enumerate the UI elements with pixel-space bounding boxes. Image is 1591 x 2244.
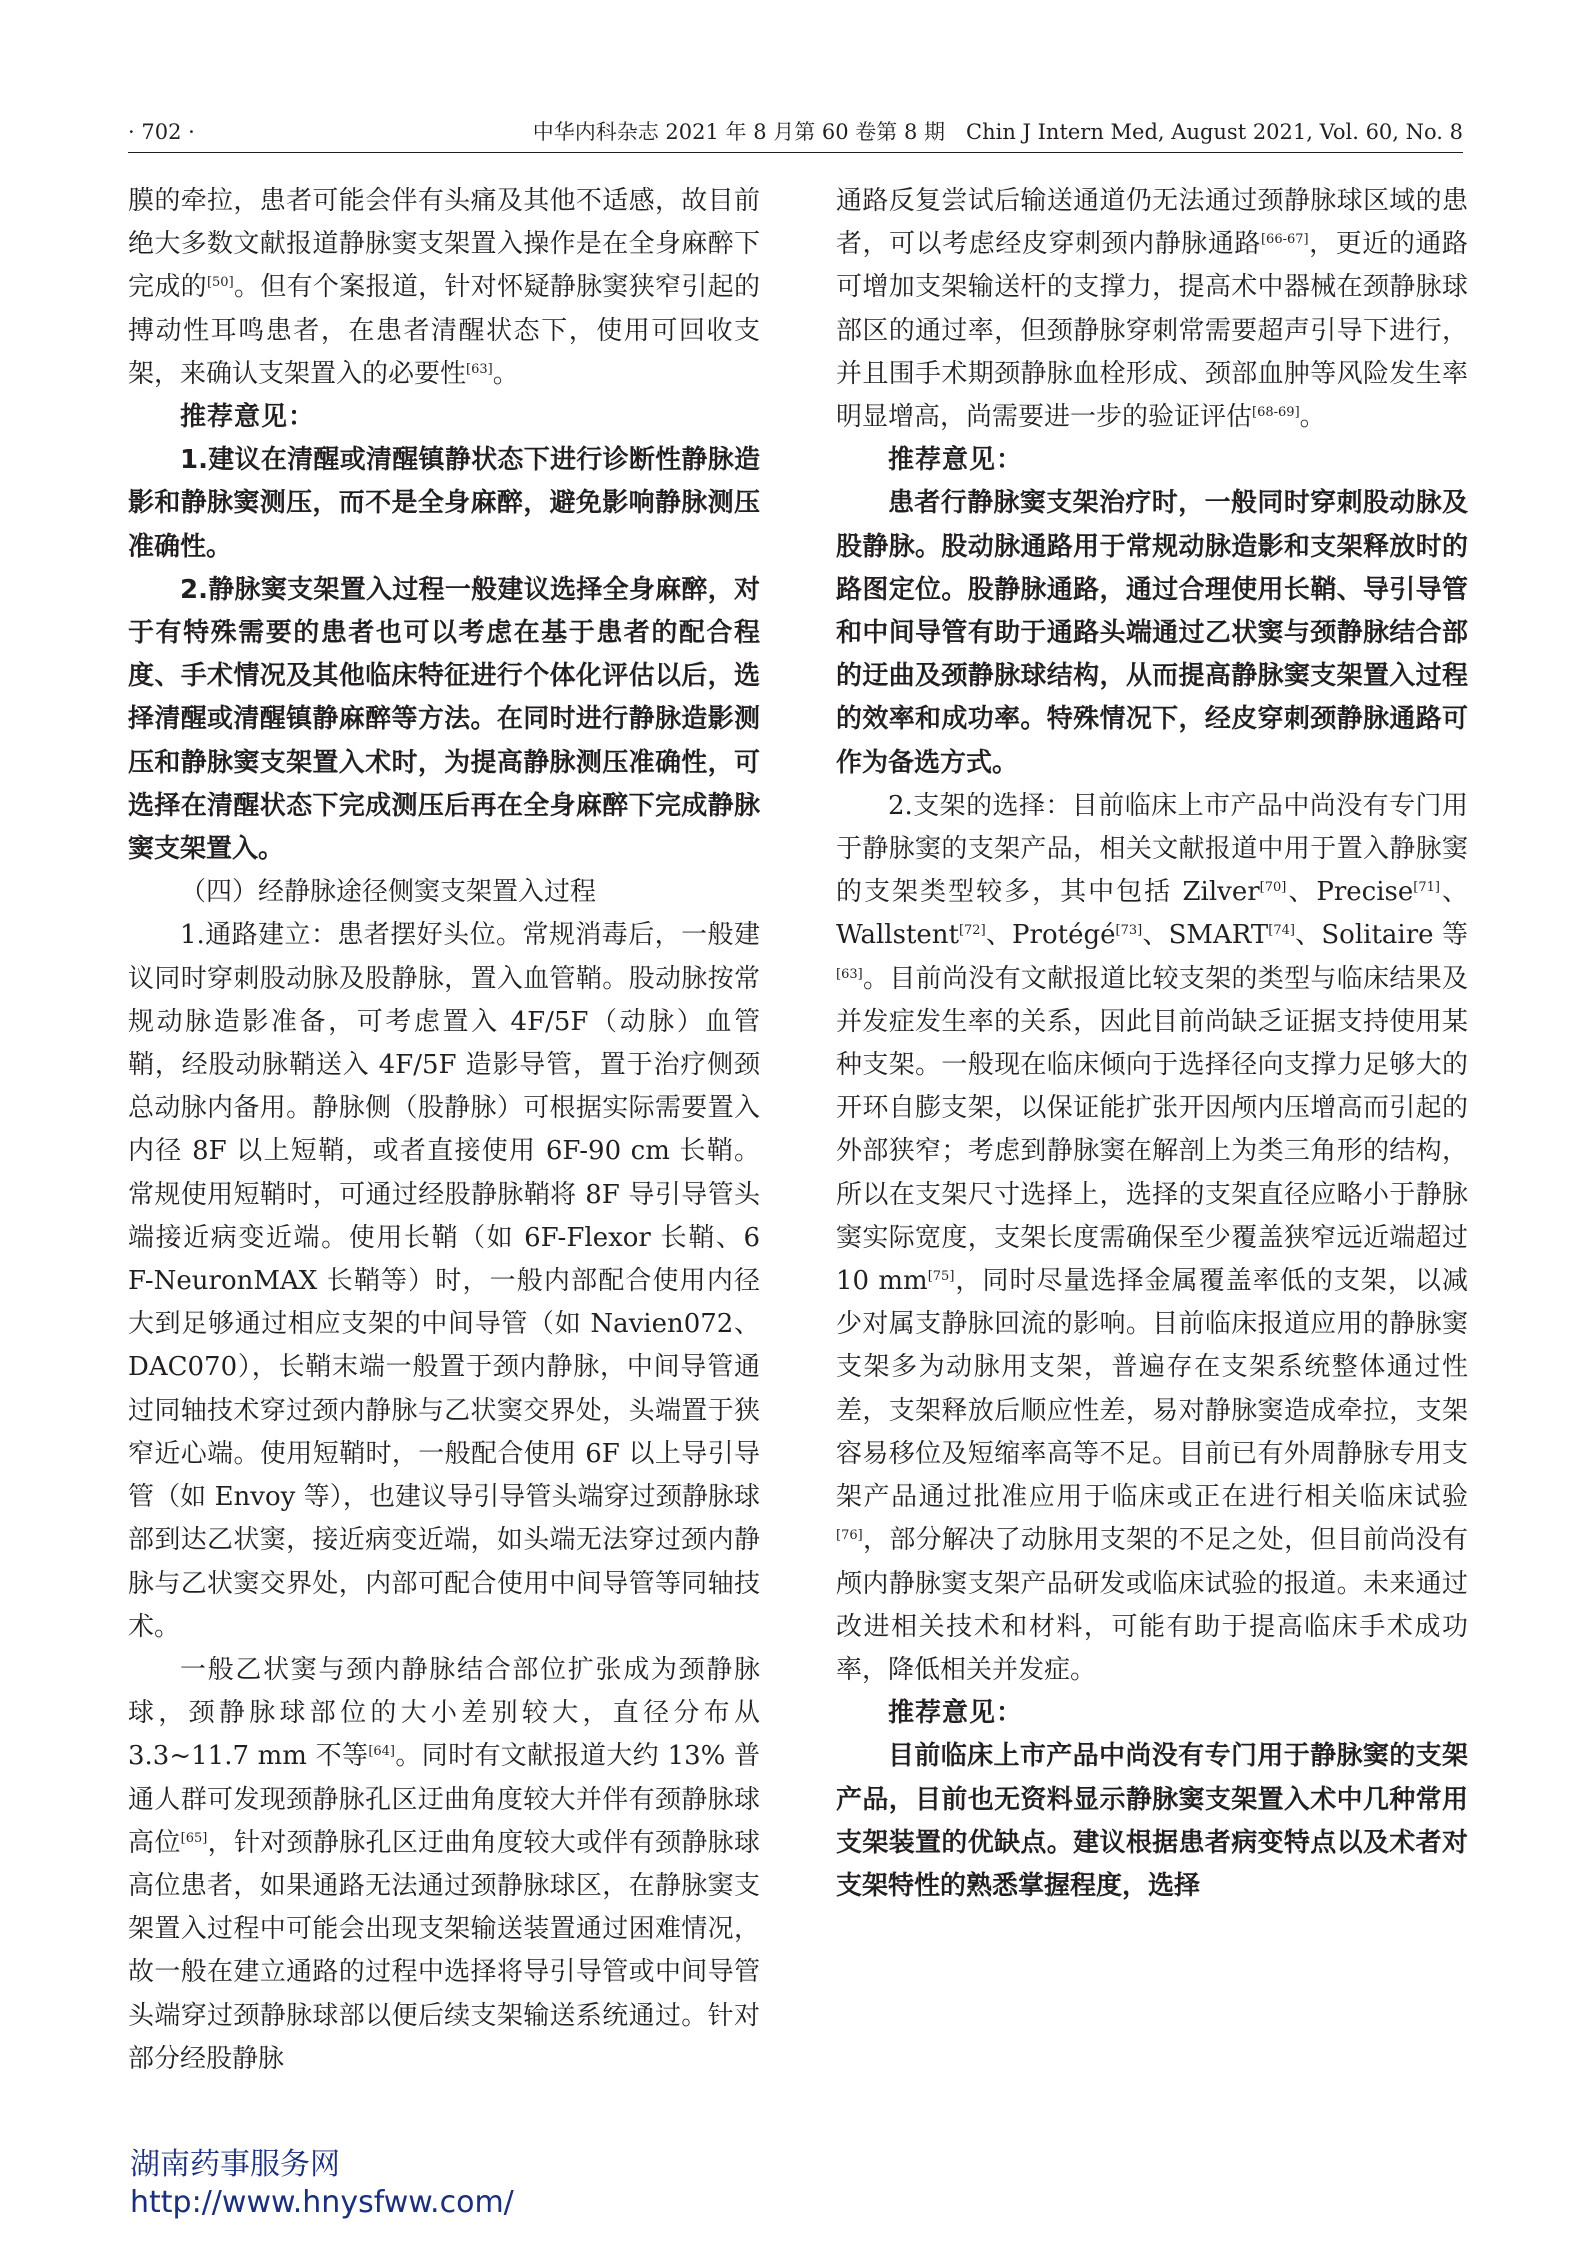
text-span: 、Protégé <box>985 920 1116 951</box>
recommendation-heading: 推荐意见： <box>888 1698 1024 1729</box>
right-column <box>836 180 1468 1908</box>
text-span: 、Solitaire 等 <box>1294 920 1468 951</box>
citation: [76] <box>836 1528 863 1544</box>
text-span: 通路反复尝试后输送通道仍无法通过颈静脉球区域的患者，可以考虑经皮穿刺颈内静脉通路 <box>836 186 1468 260</box>
recommendation-heading: 推荐意见： <box>180 402 316 433</box>
text-span: ，针对颈静脉孔区迂曲角度较大或伴有颈静脉球高位患者，如果通路无法通过颈静脉球区，在静脉窦支架置入过程中可能会出现支架输送装置通过困难情况，故一般在建立通路的过程中选择将导引导管或中间导管头端穿过颈静脉球部以便后续支架输送系统通过。针对部分经股静脉 <box>128 1827 760 2074</box>
watermark-site-name: 湖南药事服务网 <box>130 2147 340 2182</box>
watermark <box>130 2146 514 2222</box>
page-number: · 702 · <box>128 120 195 144</box>
citation: [68-69] <box>1252 405 1300 421</box>
text-span: 。 <box>492 358 519 389</box>
text-span: 一般乙状窦与颈内静脉结合部位扩张成为颈静脉球，颈静脉球部位的大小差别较大，直径分布从 3.3~11.7 mm 不等 <box>128 1654 760 1772</box>
journal-citation: 中华内科杂志 2021 年 8 月第 60 卷第 8 期 Chin J Intern Med, August 2021, Vol. 60, No. 8 <box>532 120 1463 144</box>
citation: [72] <box>958 923 986 939</box>
text-span: 、SMART <box>1142 920 1269 951</box>
recommendation-text: 目前临床上市产品中尚没有专门用于静脉窦的支架产品，目前也无资料显示静脉窦支架置入术中几种常用支架装置的优缺点。建议根据患者病变特点以及术者对支架特性的熟悉掌握程度，选择 <box>836 1741 1468 1901</box>
recommendation-text: 患者行静脉窦支架治疗时，一般同时穿刺股动脉及股静脉。股动脉通路用于常规动脉造影和支架释放时的路图定位。股静脉通路，通过合理使用长鞘、导引导管和中间导管有助于通路头端通过乙状窦与颈静脉结合部的迂曲及颈静脉球结构，从而提高静脉窦支架置入过程的效率和成功率。特殊情况下，经皮穿刺颈静脉通路可作为备选方式。 <box>836 488 1468 778</box>
citation: [74] <box>1268 923 1295 939</box>
paragraph <box>836 785 1468 1692</box>
text-span: 。目前尚没有文献报道比较支架的类型与临床结果及并发症发生率的关系，因此目前尚缺乏证据支持使用某种支架。一般现在临床倾向于选择径向支撑力足够大的开环自膨支架，以保证能扩张开因颅内压增高而引起的外部狭窄；考虑到静脉窦在解剖上为类三角形的结构，所以在支架尺寸选择上，选择的支架直径应略小于静脉窦实际宽度，支架长度需确保至少覆盖狭窄远近端超过 10 mm <box>836 963 1468 1297</box>
citation: [50] <box>206 275 234 291</box>
recommendation-item: 2.静脉窦支架置入过程一般建议选择全身麻醉，对于有特殊需要的患者也可以考虑在基于患者的配合程度、手术情况及其他临床特征进行个体化评估以后，选择清醒或清醒镇静麻醉等方法。在同时进行静脉造影测压和静脉窦支架置入术时，为提高静脉测压准确性，可选择在清醒状态下完成测压后再在全身麻醉下完成静脉窦支架置入。 <box>128 574 760 865</box>
paragraph: 1.通路建立：患者摆好头位。常规消毒后，一般建议同时穿刺股动脉及股静脉，置入血管鞘。股动脉按常规动脉造影准备，可考虑置入 4F/5F（动脉）血管鞘，经股动脉鞘送入 4F/5F 造影导管，置于治疗侧颈总动脉内备用。静脉侧（股静脉）可根据实际需要置入内径 8F 以上短鞘，或者直接使用 6F-90 cm 长鞘。常规使用短鞘时，可通过经股静脉鞘将 8F 导引导管头端接近病变近端。使用长鞘（如 6F-Flexor 长鞘、6 F-NeuronMAX 长鞘等）时，一般内部配合使用内径大到足够通过相应支架的中间导管（如 Navien072、DAC070），长鞘末端一般置于颈内静脉，中间导管通过同轴技术穿过颈内静脉与乙状窦交界处，头端置于狭窄近心端。使用短鞘时，一般配合使用 6F 以上导引导管（如 Envoy 等），也建议导引导管头端穿过颈静脉球部到达乙状窦，接近病变近端，如头端无法穿过颈内静脉与乙状窦交界处，内部可配合使用中间导管等同轴技术。 <box>128 920 760 1642</box>
citation: [70] <box>1259 880 1287 896</box>
paragraph <box>836 180 1468 439</box>
text-span: ，更近的通路可增加支架输送杆的支撑力，提高术中器械在颈静脉球部区的通过率，但颈静脉穿刺常需要超声引导下进行，并且围手术期颈静脉血栓形成、颈部血肿等风险发生率明显增高，尚需要进一步的验证评估 <box>836 229 1468 433</box>
text-span: ，部分解决了动脉用支架的不足之处，但目前尚没有颅内静脉窦支架产品研发或临床试验的报道。未来通过改进相关技术和材料，可能有助于提高临床手术成功率，降低相关并发症。 <box>836 1525 1468 1685</box>
text-span: 。同时有文献报道大约 13% 普通人群可发现颈静脉孔区迂曲角度较大并伴有颈静脉球高位 <box>128 1741 760 1858</box>
paragraph <box>128 1649 760 2081</box>
running-header <box>128 112 1463 153</box>
citation: [71] <box>1413 880 1440 896</box>
citation: [64] <box>368 1744 395 1760</box>
citation: [66-67] <box>1260 232 1309 248</box>
text-span: ，同时尽量选择金属覆盖率低的支架，以减少对属支静脉回流的影响。目前临床报道应用的静脉窦支架多为动脉用支架，普遍存在支架系统整体通过性差，支架释放后顺应性差，易对静脉窦造成牵拉，支架容易移位及短缩率高等不足。目前已有外周静脉专用支架产品通过批准应用于临床或正在进行相关临床试验 <box>836 1266 1468 1513</box>
text-span: 。 <box>1299 402 1326 433</box>
citation: [63] <box>466 361 493 377</box>
paragraph <box>128 180 760 396</box>
watermark-url: http://www.hnysfww.com/ <box>130 2185 514 2220</box>
citation: [75] <box>927 1269 955 1285</box>
citation: [73] <box>1115 923 1143 939</box>
section-heading: （四）经静脉途径侧窦支架置入过程 <box>180 877 597 908</box>
left-column <box>128 180 760 2081</box>
text-span: 膜的牵拉，患者可能会伴有头痛及其他不适感，故目前绝大多数文献报道静脉窦支架置入操作是在全身麻醉下完成的 <box>128 186 760 303</box>
text-span: 、Precise <box>1286 877 1414 908</box>
recommendation-item: 1.建议在清醒或清醒镇静状态下进行诊断性静脉造影和静脉窦测压，而不是全身麻醉，避免影响静脉测压准确性。 <box>128 445 760 562</box>
text-span: 。但有个案报道，针对怀疑静脉窦狭窄引起的搏动性耳鸣患者，在患者清醒状态下，使用可回收支架，来确认支架置入的必要性 <box>128 272 760 389</box>
citation: [65] <box>180 1830 208 1846</box>
recommendation-heading: 推荐意见： <box>888 445 1024 476</box>
text-span: 2.支架的选择：目前临床上市产品中尚没有专门用于静脉窦的支架产品，相关文献报道中用于置入静脉窦的支架类型较多，其中包括 Zilver <box>836 790 1468 908</box>
citation: [63] <box>836 966 863 982</box>
text-span: 、Wallstent <box>836 877 1468 951</box>
